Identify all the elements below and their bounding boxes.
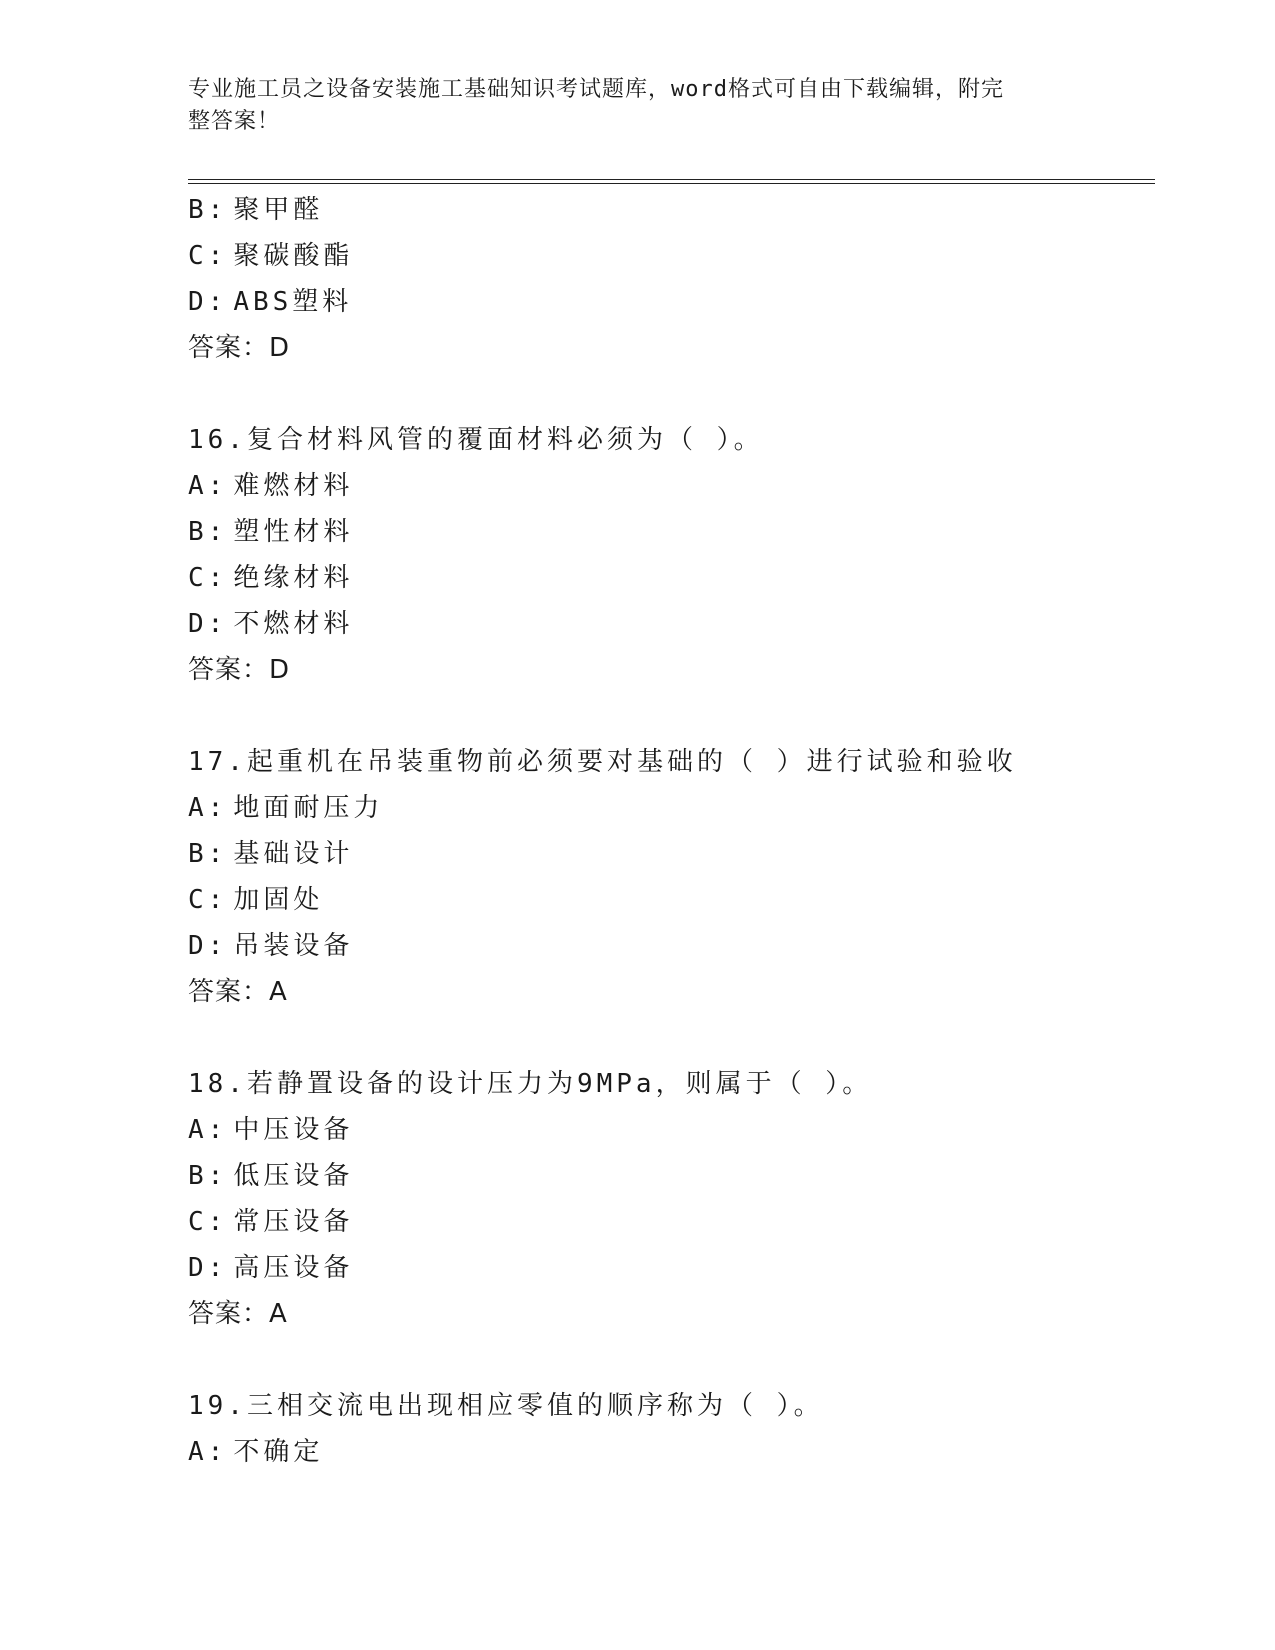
option-b: [188, 509, 1148, 555]
option-letter: B:: [188, 195, 228, 225]
question-list: [188, 187, 1148, 1475]
header-divider-top: [188, 179, 1155, 180]
option-letter: A:: [188, 1115, 228, 1145]
option-d: [188, 279, 1148, 325]
option-text: 低压设备: [233, 1161, 354, 1191]
option-a: [188, 463, 1148, 509]
answer-value: A: [269, 977, 288, 1007]
header-line-2: 整答案！: [188, 109, 281, 134]
option-letter: A:: [188, 471, 228, 501]
option-text: 基础设计: [233, 839, 354, 869]
answer-line: [188, 969, 1148, 1015]
answer-line: [188, 325, 1148, 371]
question-block-17: [188, 739, 1148, 1015]
option-text: 聚碳酸酯: [233, 241, 354, 271]
option-letter: D:: [188, 1253, 228, 1283]
option-c: [188, 233, 1148, 279]
option-b: [188, 187, 1148, 233]
question-block-16: [188, 417, 1148, 693]
option-b: [188, 1153, 1148, 1199]
option-c: [188, 1199, 1148, 1245]
option-text: 地面耐压力: [233, 793, 384, 823]
option-letter: B:: [188, 1161, 228, 1191]
option-text: ABS塑料: [233, 287, 353, 317]
option-text: 聚甲醛: [233, 195, 324, 225]
header-divider-bottom: [188, 183, 1155, 184]
answer-label: 答案：: [188, 655, 270, 685]
question-stem: 16.复合材料风管的覆面材料必须为（ ）。: [188, 425, 764, 455]
option-a: [188, 1429, 1148, 1475]
answer-label: 答案：: [188, 1299, 270, 1329]
option-letter: C:: [188, 1207, 228, 1237]
option-text: 吊装设备: [233, 931, 354, 961]
spacer: [188, 1337, 1148, 1383]
option-letter: C:: [188, 563, 228, 593]
document-header: [188, 74, 1068, 138]
option-text: 塑性材料: [233, 517, 354, 547]
option-text: 不确定: [233, 1437, 324, 1467]
option-letter: C:: [188, 241, 228, 271]
option-letter: A:: [188, 793, 228, 823]
option-text: 高压设备: [233, 1253, 354, 1283]
option-letter: A:: [188, 1437, 228, 1467]
option-text: 难燃材料: [233, 471, 354, 501]
answer-line: [188, 647, 1148, 693]
option-d: [188, 1245, 1148, 1291]
option-letter: B:: [188, 517, 228, 547]
option-letter: D:: [188, 287, 228, 317]
header-line-1: 专业施工员之设备安装施工基础知识考试题库，word格式可自由下载编辑，附完: [188, 77, 1004, 102]
spacer: [188, 1015, 1148, 1061]
option-letter: B:: [188, 839, 228, 869]
option-text: 中压设备: [233, 1115, 354, 1145]
question-stem: 17.起重机在吊装重物前必须要对基础的（ ）进行试验和验收: [188, 747, 1017, 777]
option-a: [188, 785, 1148, 831]
answer-value: D: [269, 655, 291, 685]
question-block-continued: [188, 187, 1148, 371]
option-b: [188, 831, 1148, 877]
option-d: [188, 923, 1148, 969]
answer-value: A: [269, 1299, 288, 1329]
option-c: [188, 555, 1148, 601]
option-text: 常压设备: [233, 1207, 354, 1237]
option-letter: C:: [188, 885, 228, 915]
option-text: 绝缘材料: [233, 563, 354, 593]
question-stem: 18.若静置设备的设计压力为9MPa，则属于（ ）。: [188, 1069, 873, 1099]
option-d: [188, 601, 1148, 647]
spacer: [188, 371, 1148, 417]
option-c: [188, 877, 1148, 923]
spacer: [188, 693, 1148, 739]
answer-label: 答案：: [188, 977, 270, 1007]
option-letter: D:: [188, 609, 228, 639]
question-block-18: [188, 1061, 1148, 1337]
answer-value: D: [269, 333, 291, 363]
answer-line: [188, 1291, 1148, 1337]
option-text: 加固处: [233, 885, 324, 915]
question-block-19: [188, 1383, 1148, 1475]
answer-label: 答案：: [188, 333, 270, 363]
question-stem: 19.三相交流电出现相应零值的顺序称为（ ）。: [188, 1391, 824, 1421]
option-letter: D:: [188, 931, 228, 961]
option-a: [188, 1107, 1148, 1153]
option-text: 不燃材料: [233, 609, 354, 639]
